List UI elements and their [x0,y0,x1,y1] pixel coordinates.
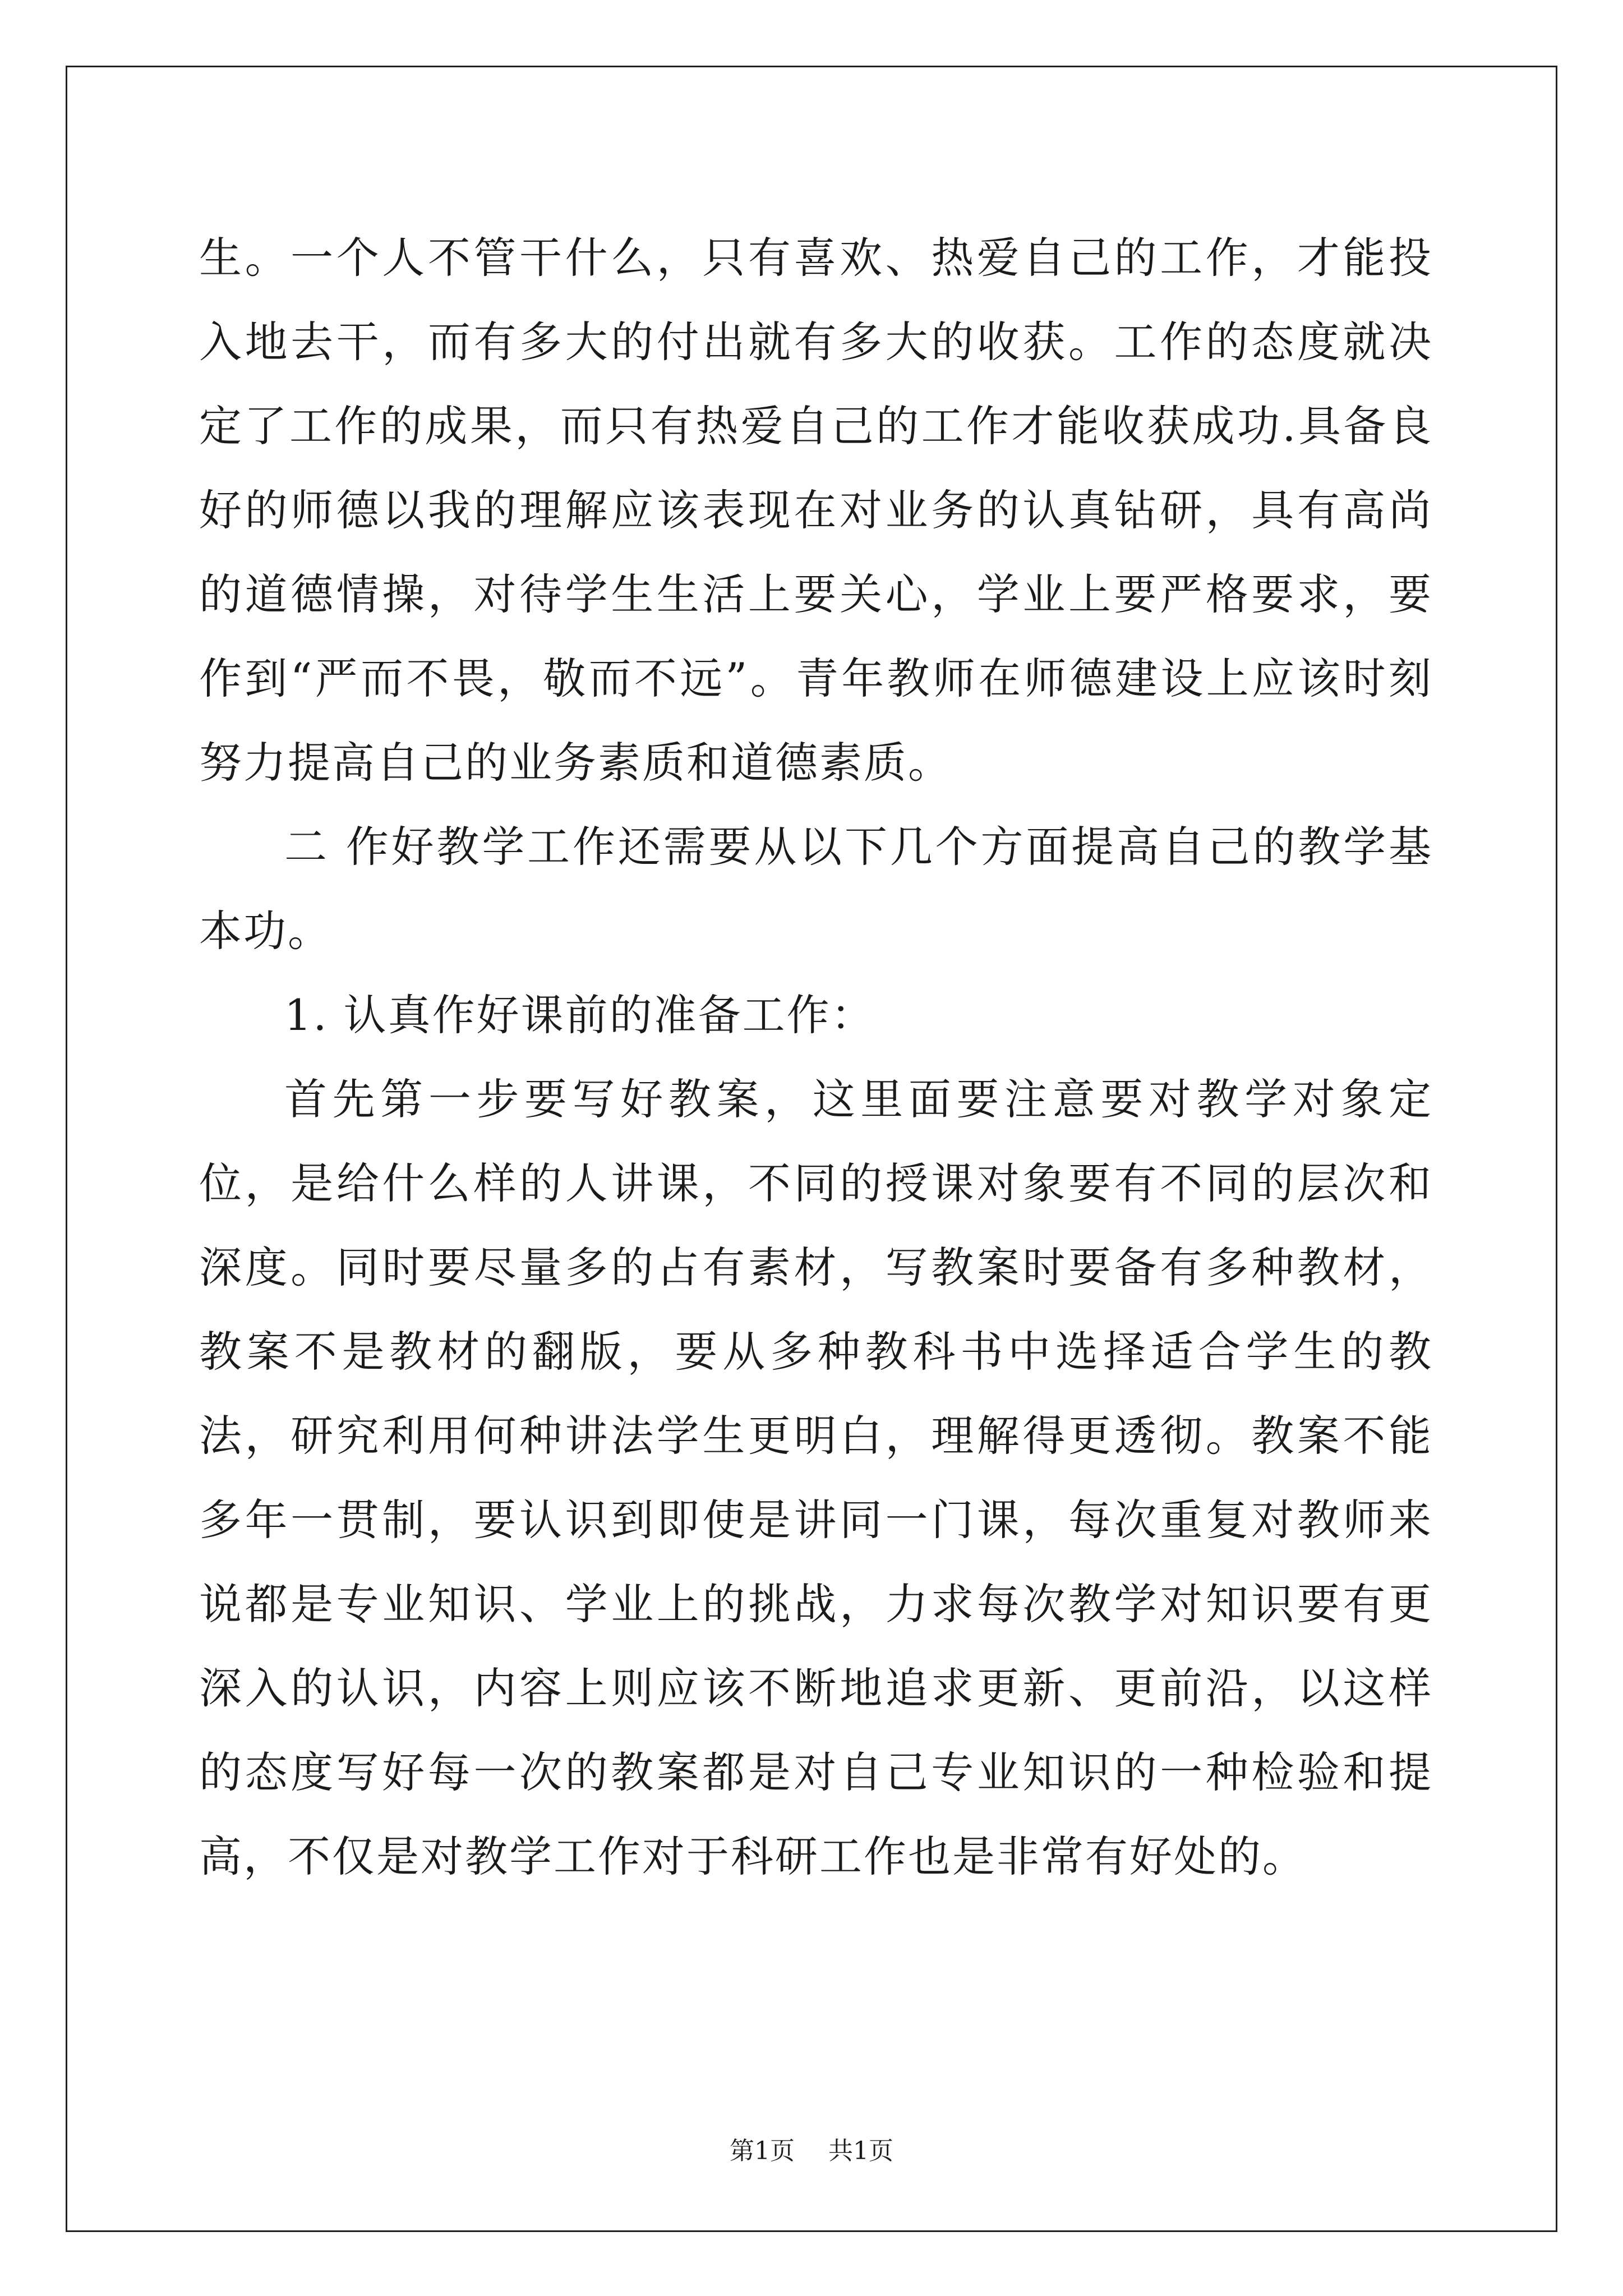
document-body [199,216,1433,1899]
paragraph-list-item: 1. 认真作好课前的准备工作： [284,990,875,1040]
page-number-current: 第1页 [730,2137,795,2165]
page-number-total: 共1页 [828,2137,893,2165]
paragraph-continued: 生。一个人不管干什么，只有喜欢、热爱自己的工作，才能投入地去干，而有多大的付出就有多大的收获。工作的态度就决定了工作的成果，而只有热爱自己的工作才能收获成功.具备良好的师德以我的理解应该表现在对业务的认真钻研，具有高尚的道德情操，对待学生生活上要关心，学业上要严格要求，要作到“严而不畏，敬而不远”。青年教师在师德建设上应该时刻努力提高自己的业务素质和道德素质。 [199,233,1433,788]
paragraph-section-heading: 二 作好教学工作还需要从以下几个方面提高自己的教学基本功。 [199,822,1433,956]
page-footer [0,2131,1623,2166]
paragraph-body: 首先第一步要写好教案，这里面要注意要对教学对象定位，是给什么样的人讲课，不同的授课对象要有不同的层次和深度。同时要尽量多的占有素材，写教案时要备有多种教材，教案不是教材的翻版，要从多种教科书中选择适合学生的教法，研究利用何种讲法学生更明白，理解得更透彻。教案不能多年一贯制，要认识到即使是讲同一门课，每次重复对教师来说都是专业知识、学业上的挑战，力求每次教学对知识要有更深入的认识，内容上则应该不断地追求更新、更前沿，以这样的态度写好每一次的教案都是对自己专业知识的一种检验和提高，不仅是对教学工作对于科研工作也是非常有好处的。 [199,1074,1433,1881]
